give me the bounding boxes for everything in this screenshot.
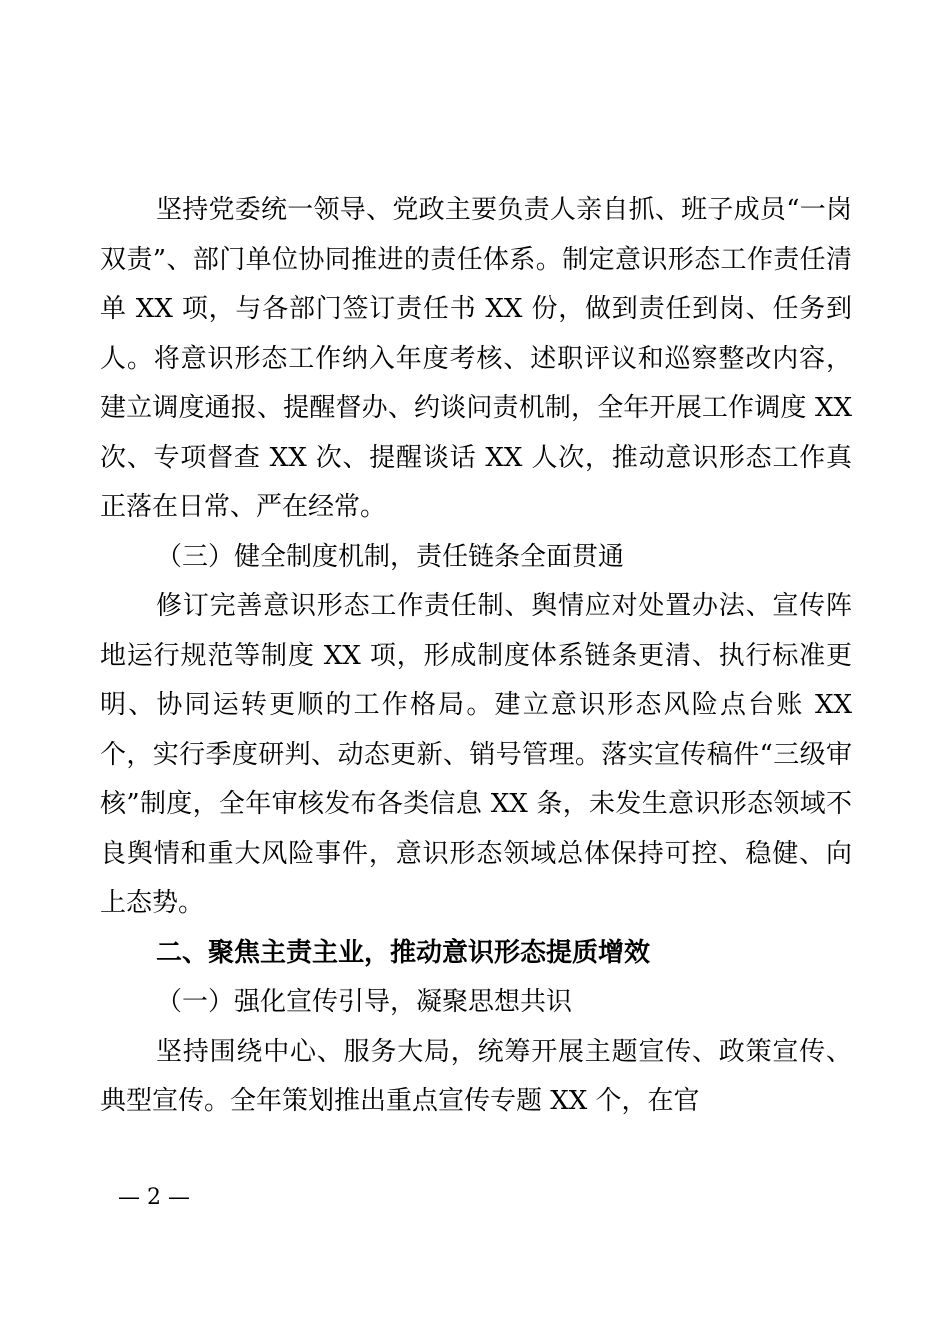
document-body: [100, 186, 852, 1127]
section-subheading: （一）强化宣传引导，凝聚思想共识: [156, 987, 573, 1017]
section-subheading: （三）健全制度机制，责任链条全面贯通: [156, 541, 625, 572]
body-paragraph: 坚持党委统一领导、党政主要负责人亲自抓、班子成员“一岗双责”、部门单位协同推进的责任体系。制定意识形态工作责任清单 XX 项，与各部门签订责任书 XX 份，做到责任到岗、任务到人。将意识形态工作纳入年度考核、述职评议和巡察整改内容，建立调度通报、提醒督办、约谈问责机制，全年开展工作调度 XX 次、专项督查 XX 次、提醒谈话 XX 人次，推动意识形态工作真正落在日常、严在经常。: [100, 195, 852, 522]
section-heading: 二、聚焦主责主业，推动意识形态提质增效: [156, 937, 651, 968]
page-number: — 2 —: [118, 1185, 190, 1210]
body-paragraph: 坚持围绕中心、服务大局，统筹开展主题宣传、政策宣传、典型宣传。全年策划推出重点宣传专题 XX 个，在官: [100, 1036, 852, 1116]
body-paragraph: 修订完善意识形态工作责任制、舆情应对处置办法、宣传阵地运行规范等制度 XX 项，形成制度体系链条更清、执行标准更明、协同运转更顺的工作格局。建立意识形态风险点台账 XX 个，实行季度研判、动态更新、销号管理。落实宣传稿件“三级审核”制度，全年审核发布各类信息 XX 条，未发生意识形态领域不良舆情和重大风险事件，意识形态领域总体保持可控、稳健、向上态势。: [100, 591, 852, 918]
